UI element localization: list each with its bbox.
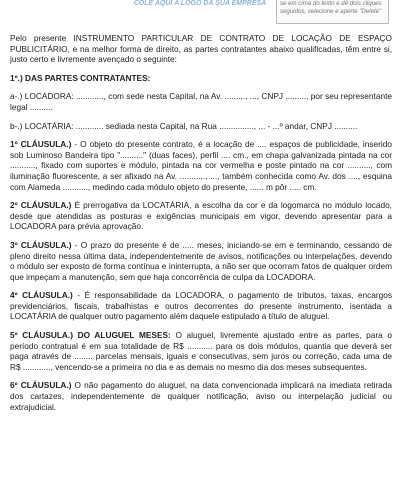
clause-label: 5º CLÁUSULA.) DO ALUGUEL MESES: bbox=[10, 330, 171, 341]
party-a-paragraph: a-.) LOCADORA: ............, com sede nesta Capital, na Av. ........., ..., CNPJ ........., por seu representante legal .......... bbox=[10, 91, 392, 112]
clause-3 bbox=[10, 240, 392, 282]
party-b-paragraph: b-.) LOCATÁRIA: ............ sediada nesta Capital, na Rua ..............., ... - ...º andar, CNPJ .......... bbox=[10, 120, 358, 131]
clause-6 bbox=[10, 380, 392, 412]
logo-placeholder-banner: COLE AQUI A LOGO DA SUA EMPRESA bbox=[133, 0, 267, 7]
clause-label: 1º CLÁUSULA.) bbox=[10, 139, 72, 150]
clause-text: - O prazo do presente é de ..... meses, iniciando-se em e terminando, cessando de pleno direito nessa última data, independentemente de avisos, notificações ou interpelações, devendo o módulo ser exposto de forma contínua e ininterrupta, a não ser que ocorram fatos de qualquer ordem que impeçam a manutenção, sem que haja concorrência de culpa da LOCADORA. bbox=[10, 239, 392, 282]
clause-text: - É responsabilidade da LOCADORA, o pagamento de tributos, taxas, encargos previdenciários, fiscais, trabalhistas e outros decorrentes do presente instrumento, isentada a LOCATÁRIA de qualquer outro pagamento além daquele estipulado a título de aluguel. bbox=[10, 290, 392, 322]
clause-4 bbox=[10, 290, 392, 322]
clause-2 bbox=[10, 200, 392, 232]
instruction-tip-box: se em cima do texto e dê dois cliques seguidos, selecione e aperte "Delete" bbox=[276, 0, 389, 24]
clause-label: 4º CLÁUSULA.) bbox=[10, 290, 73, 301]
contract-document bbox=[10, 33, 392, 420]
section-heading-parties: 1º.) DAS PARTES CONTRATANTES: bbox=[10, 72, 151, 83]
clause-text: - O objeto do presente contrato, é a locação de .... espaços de publicidade, inserido sob Luminoso Bandeira tipo ".........." (duas faces), perfil .... cm., em chapa galvanizada pintada na cor ..........., fixado com suportes e módulo, pintada na cor vermelha e poste pintado na cor .........., com iluminação fluorescente, a ser afixado na Av. ..........., ..., também conhecida como Av. dos ...., esquina com Alameda ..........., medindo cada módulo objeto do presente, ...... m pôr ..... cm. bbox=[10, 139, 392, 192]
clause-1 bbox=[10, 139, 392, 192]
clause-label: 3º CLÁUSULA.) bbox=[10, 239, 72, 250]
clause-text: É prerrogativa da LOCATÁRIA, a escolha da cor e da logomarca no módulo locado, desde que atendidas as posturas e exigências municipais em vigor, devendo apresentar para a LOCADORA para prévia aprovação. bbox=[10, 200, 392, 232]
intro-paragraph: Pelo presente INSTRUMENTO PARTICULAR DE CONTRATO DE LOCAÇÃO DE ESPAÇO PUBLICITÁRIO, e na melhor forma de direito, as partes contratantes abaixo qualificadas, têm entre si, justo certo e livremente avençado o seguinte: bbox=[10, 33, 392, 65]
clause-label: 2º CLÁUSULA.) bbox=[10, 200, 72, 211]
clause-label: 6º CLÁUSULA.) bbox=[10, 380, 72, 391]
clause-text: O aluguel, livremente ajustado entre as partes, para o período contratual é em sua totalidade de R$ ........... para os dois módulos, quantia que deverá ser paga através de ........ parcelas mensais, iguais e consecutivas, sem juros ou correção, cada uma de R$ ............, vencendo-se a primeira no dia e as demais no mesmo dia dos meses subsequentes. bbox=[10, 330, 392, 372]
clause-text: O não pagamento do aluguel, na data convencionada implicará na imediata retirada dos cartazes, independentemente de qualquer notificação, aviso ou interpelação judicial ou extrajudicial. bbox=[10, 380, 392, 412]
clause-5 bbox=[10, 330, 392, 372]
